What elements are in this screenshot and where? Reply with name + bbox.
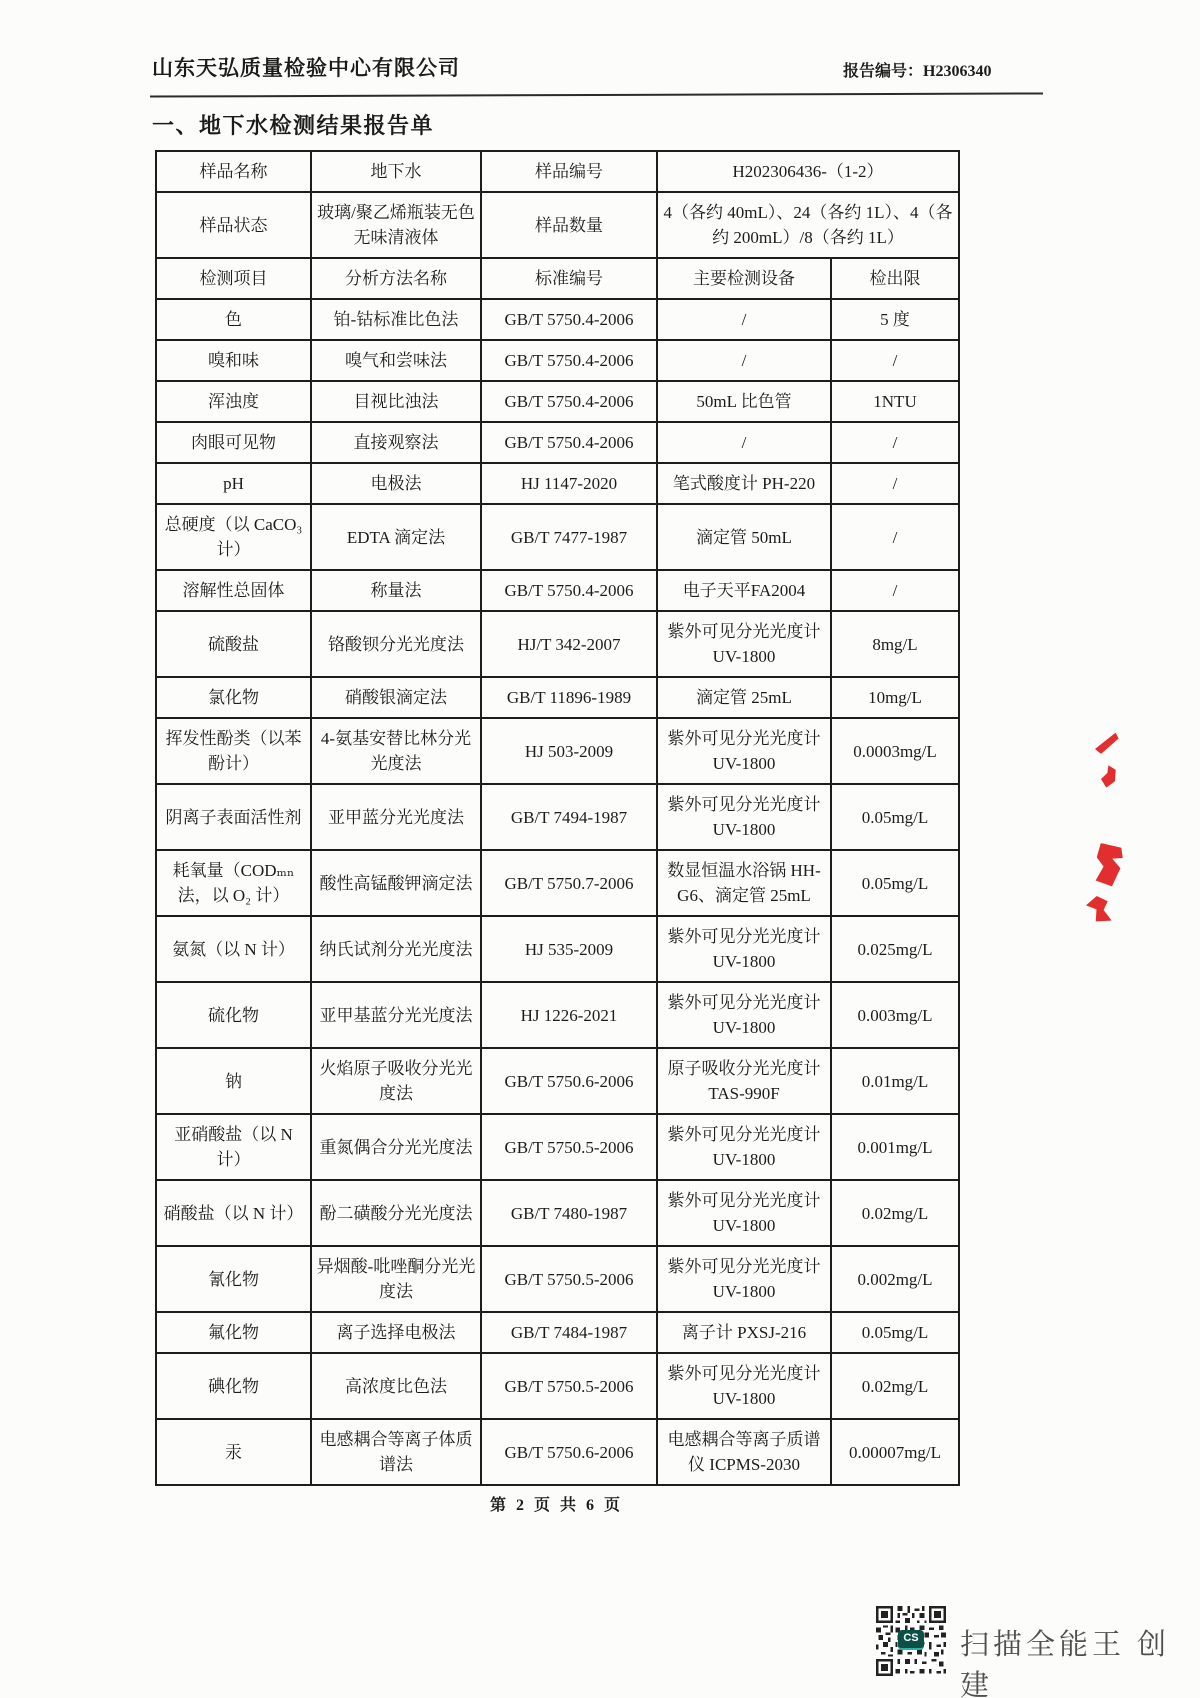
method-cell: 嗅气和尝味法: [311, 340, 481, 381]
equipment-cell: 紫外可见分光光度计 UV-1800: [657, 1246, 831, 1312]
method-cell: 电极法: [311, 463, 481, 504]
item-cell: 肉眼可见物: [156, 422, 311, 463]
header-divider: [150, 92, 1043, 97]
item-cell: 氨氮（以 N 计）: [156, 916, 311, 982]
report-number: [843, 58, 991, 81]
equipment-cell: 离子计 PXSJ-216: [657, 1312, 831, 1353]
item-cell: 阴离子表面活性剂: [156, 784, 311, 850]
red-stamp-fragment: [1093, 733, 1122, 756]
limit-cell: 1NTU: [831, 381, 959, 422]
standard-cell: GB/T 5750.5-2006: [481, 1114, 657, 1180]
method-cell: 硝酸银滴定法: [311, 677, 481, 718]
table-row: [156, 850, 959, 916]
limit-cell: 0.05mg/L: [831, 850, 959, 916]
table-row: [156, 570, 959, 611]
table-row: [156, 611, 959, 677]
item-cell: 氟化物: [156, 1312, 311, 1353]
sample-info-label: 样品状态: [156, 192, 311, 258]
table-row: [156, 422, 959, 463]
method-cell: 目视比浊法: [311, 381, 481, 422]
report-number-label: 报告编号：: [843, 63, 924, 80]
table-row: [156, 718, 959, 784]
section-title: 一、地下水检测结果报告单: [152, 113, 435, 138]
sample-info-value: 4（各约 40mL）、24（各约 1L）、4（各约 200mL）/8（各约 1L）: [657, 192, 959, 258]
limit-cell: 0.02mg/L: [831, 1180, 959, 1246]
table-row: [156, 1419, 959, 1485]
limit-cell: 0.0003mg/L: [831, 718, 959, 784]
item-cell: 浑浊度: [156, 381, 311, 422]
limit-cell: 0.05mg/L: [831, 784, 959, 850]
method-cell: 高浓度比色法: [311, 1353, 481, 1419]
equipment-cell: 紫外可见分光光度计 UV-1800: [657, 611, 831, 677]
limit-cell: /: [831, 570, 959, 611]
table-header-cell: 检出限: [831, 258, 959, 299]
method-cell: 异烟酸-吡唑酮分光光度法: [311, 1246, 481, 1312]
standard-cell: GB/T 7484-1987: [481, 1312, 657, 1353]
standard-cell: GB/T 5750.4-2006: [481, 299, 657, 340]
limit-cell: 0.025mg/L: [831, 916, 959, 982]
sample-info-value: H202306436-（1-2）: [657, 151, 959, 192]
table-row: [156, 916, 959, 982]
standard-cell: GB/T 11896-1989: [481, 677, 657, 718]
equipment-cell: 滴定管 25mL: [657, 677, 831, 718]
item-cell: 色: [156, 299, 311, 340]
item-cell: 汞: [156, 1419, 311, 1485]
standard-cell: HJ 535-2009: [481, 916, 657, 982]
limit-cell: 10mg/L: [831, 677, 959, 718]
equipment-cell: 原子吸收分光光度计 TAS-990F: [657, 1048, 831, 1114]
table-row: [156, 1048, 959, 1114]
equipment-cell: 紫外可见分光光度计 UV-1800: [657, 784, 831, 850]
equipment-cell: /: [657, 299, 831, 340]
standard-cell: GB/T 7477-1987: [481, 504, 657, 570]
standard-cell: HJ 503-2009: [481, 718, 657, 784]
sample-info-row: [156, 151, 959, 192]
camscanner-credit: 扫描全能王 创建: [960, 1629, 1171, 1698]
table-row: [156, 677, 959, 718]
item-cell: 钠: [156, 1048, 311, 1114]
standard-cell: HJ 1226-2021: [481, 982, 657, 1048]
table-row: [156, 1246, 959, 1312]
method-cell: 重氮偶合分光光度法: [311, 1114, 481, 1180]
limit-cell: /: [831, 340, 959, 381]
red-stamp-fragment: [1099, 764, 1119, 789]
item-cell: 总硬度（以 CaCO₃ 计）: [156, 504, 311, 570]
method-cell: 亚甲蓝分光光度法: [311, 784, 481, 850]
item-cell: 硫化物: [156, 982, 311, 1048]
table-row: [156, 1312, 959, 1353]
standard-cell: GB/T 5750.4-2006: [481, 570, 657, 611]
limit-cell: 0.02mg/L: [831, 1353, 959, 1419]
item-cell: 耗氧量（CODₘₙ法，以 O₂ 计）: [156, 850, 311, 916]
limit-cell: 0.05mg/L: [831, 1312, 959, 1353]
method-cell: 铬酸钡分光光度法: [311, 611, 481, 677]
standard-cell: GB/T 5750.4-2006: [481, 422, 657, 463]
table-row: [156, 299, 959, 340]
qr-code: [876, 1606, 946, 1676]
equipment-cell: /: [657, 422, 831, 463]
limit-cell: 0.00007mg/L: [831, 1419, 959, 1485]
equipment-cell: /: [657, 340, 831, 381]
limit-cell: /: [831, 463, 959, 504]
sample-info-label: 样品数量: [481, 192, 657, 258]
item-cell: 氰化物: [156, 1246, 311, 1312]
item-cell: 氯化物: [156, 677, 311, 718]
equipment-cell: 50mL 比色管: [657, 381, 831, 422]
standard-cell: GB/T 5750.5-2006: [481, 1353, 657, 1419]
standard-cell: GB/T 5750.7-2006: [481, 850, 657, 916]
item-cell: 挥发性酚类（以苯酚计）: [156, 718, 311, 784]
red-stamp-fragment: [1094, 843, 1124, 887]
equipment-cell: 紫外可见分光光度计 UV-1800: [657, 1114, 831, 1180]
equipment-cell: 数显恒温水浴锅 HH-G6、滴定管 25mL: [657, 850, 831, 916]
results-table: [155, 150, 960, 1486]
report-number-value: H2306340: [923, 63, 992, 80]
limit-cell: /: [831, 504, 959, 570]
standard-cell: GB/T 5750.4-2006: [481, 340, 657, 381]
table-row: [156, 1353, 959, 1419]
standard-cell: HJ/T 342-2007: [481, 611, 657, 677]
item-cell: 亚硝酸盐（以 N 计）: [156, 1114, 311, 1180]
table-header-cell: 分析方法名称: [311, 258, 481, 299]
item-cell: pH: [156, 463, 311, 504]
equipment-cell: 滴定管 50mL: [657, 504, 831, 570]
equipment-cell: 紫外可见分光光度计 UV-1800: [657, 718, 831, 784]
method-cell: EDTA 滴定法: [311, 504, 481, 570]
limit-cell: 0.001mg/L: [831, 1114, 959, 1180]
method-cell: 火焰原子吸收分光光度法: [311, 1048, 481, 1114]
footer-page-number: 第 2 页 共 6 页: [489, 1497, 623, 1514]
limit-cell: 0.01mg/L: [831, 1048, 959, 1114]
standard-cell: GB/T 5750.4-2006: [481, 381, 657, 422]
limit-cell: /: [831, 422, 959, 463]
sample-info-value: 地下水: [311, 151, 481, 192]
camscanner-logo: CS: [898, 1630, 924, 1650]
equipment-cell: 紫外可见分光光度计 UV-1800: [657, 916, 831, 982]
method-cell: 离子选择电极法: [311, 1312, 481, 1353]
method-cell: 铂-钴标准比色法: [311, 299, 481, 340]
standard-cell: GB/T 5750.5-2006: [481, 1246, 657, 1312]
table-row: [156, 381, 959, 422]
equipment-cell: 电感耦合等离子质谱仪 ICPMS-2030: [657, 1419, 831, 1485]
sample-info-row: [156, 192, 959, 258]
red-stamp-fragments: [1086, 726, 1136, 946]
method-cell: 亚甲基蓝分光光度法: [311, 982, 481, 1048]
standard-cell: GB/T 5750.6-2006: [481, 1048, 657, 1114]
item-cell: 硝酸盐（以 N 计）: [156, 1180, 311, 1246]
limit-cell: 5 度: [831, 299, 959, 340]
equipment-cell: 电子天平FA2004: [657, 570, 831, 611]
method-cell: 电感耦合等离子体质谱法: [311, 1419, 481, 1485]
limit-cell: 0.003mg/L: [831, 982, 959, 1048]
table-row: [156, 784, 959, 850]
standard-cell: GB/T 7494-1987: [481, 784, 657, 850]
sample-info-label: 样品名称: [156, 151, 311, 192]
limit-cell: 8mg/L: [831, 611, 959, 677]
company-name: 山东天弘质量检验中心有限公司: [152, 57, 460, 80]
equipment-cell: 紫外可见分光光度计 UV-1800: [657, 1353, 831, 1419]
method-cell: 称量法: [311, 570, 481, 611]
standard-cell: GB/T 5750.6-2006: [481, 1419, 657, 1485]
method-cell: 4-氨基安替比林分光光度法: [311, 718, 481, 784]
equipment-cell: 笔式酸度计 PH-220: [657, 463, 831, 504]
table-row: [156, 340, 959, 381]
item-cell: 溶解性总固体: [156, 570, 311, 611]
item-cell: 碘化物: [156, 1353, 311, 1419]
table-row: [156, 463, 959, 504]
sample-info-value: 玻璃/聚乙烯瓶装无色无味清液体: [311, 192, 481, 258]
standard-cell: HJ 1147-2020: [481, 463, 657, 504]
table-row: [156, 1114, 959, 1180]
method-cell: 直接观察法: [311, 422, 481, 463]
item-cell: 嗅和味: [156, 340, 311, 381]
equipment-cell: 紫外可见分光光度计 UV-1800: [657, 982, 831, 1048]
table-header-cell: 主要检测设备: [657, 258, 831, 299]
table-header-cell: 检测项目: [156, 258, 311, 299]
table-header-row: [156, 258, 959, 299]
table-row: [156, 504, 959, 570]
table-header-cell: 标准编号: [481, 258, 657, 299]
sample-info-label: 样品编号: [481, 151, 657, 192]
standard-cell: GB/T 7480-1987: [481, 1180, 657, 1246]
limit-cell: 0.002mg/L: [831, 1246, 959, 1312]
method-cell: 纳氏试剂分光光度法: [311, 916, 481, 982]
method-cell: 酚二磺酸分光光度法: [311, 1180, 481, 1246]
method-cell: 酸性高锰酸钾滴定法: [311, 850, 481, 916]
red-stamp-fragment: [1084, 893, 1114, 926]
item-cell: 硫酸盐: [156, 611, 311, 677]
table-row: [156, 1180, 959, 1246]
equipment-cell: 紫外可见分光光度计 UV-1800: [657, 1180, 831, 1246]
table-row: [156, 982, 959, 1048]
